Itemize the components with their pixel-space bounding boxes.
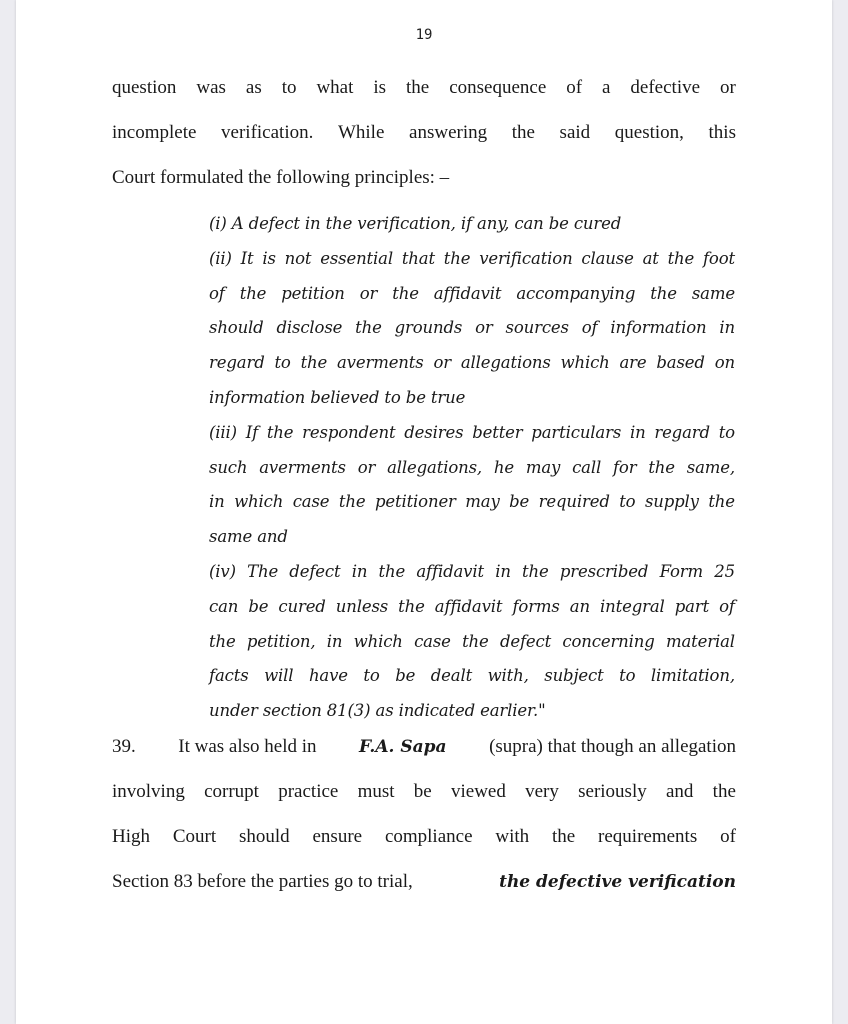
word: which (560, 353, 610, 373)
quote-line (209, 282, 735, 317)
word: such (209, 457, 248, 477)
word: answering (409, 122, 488, 143)
word: on (714, 353, 735, 373)
word: averments (336, 353, 424, 373)
quote-line (209, 351, 735, 386)
word: may (465, 492, 500, 512)
word: Form (659, 561, 703, 581)
word: can (209, 596, 239, 616)
para39-line-2 (112, 781, 736, 826)
word: High (112, 826, 150, 847)
para39-line-4 (112, 871, 736, 916)
word: are (619, 353, 647, 373)
quote-line (209, 421, 735, 456)
para39-text-c: Section 83 before the parties go to trial, (112, 871, 413, 892)
word: not (284, 248, 312, 268)
paragraph-number: 39. (112, 736, 136, 757)
word: dealt (430, 666, 473, 686)
word: defective (630, 77, 701, 98)
word: he (493, 457, 514, 477)
word: this (708, 122, 736, 143)
word: will (264, 666, 294, 686)
word: in (326, 631, 343, 651)
para39-line-1 (112, 736, 736, 781)
quote-line (209, 456, 735, 491)
case-name: F.A. Sapa (359, 737, 447, 757)
intro-line (112, 77, 736, 122)
word: affidavit (416, 561, 484, 581)
word: consequence (449, 77, 547, 98)
word: same (691, 283, 735, 303)
word: particulars (531, 422, 622, 442)
word: the (239, 283, 267, 303)
word: foot (702, 248, 735, 268)
word: sources (505, 318, 569, 338)
word: the (398, 596, 425, 616)
word: affidavit (433, 283, 502, 303)
word: or (359, 283, 378, 303)
word: viewed (450, 781, 506, 802)
word: question, (614, 122, 684, 143)
quote-line (209, 560, 735, 595)
word: in (495, 561, 511, 581)
word: question (112, 77, 177, 98)
word: to (281, 77, 297, 98)
word: ensure (312, 826, 363, 847)
word: the (378, 561, 406, 581)
para39-line-3 (112, 826, 736, 871)
word: was (196, 77, 226, 98)
word: incomplete (112, 122, 197, 143)
word: required (538, 492, 610, 512)
word: cured (278, 596, 326, 616)
quote-line (209, 316, 735, 351)
word: at (642, 248, 659, 268)
word: practice (278, 781, 339, 802)
word: as (245, 77, 262, 98)
quote-line (209, 490, 735, 525)
word: in (209, 492, 225, 512)
word: is (262, 248, 276, 268)
word: of (566, 77, 583, 98)
word: grounds (394, 318, 463, 338)
quote-line: under section 81(3) as indicated earlier." (209, 701, 546, 721)
word: facts (209, 666, 249, 686)
word: of (720, 826, 736, 847)
word: the (462, 631, 489, 651)
word: call (572, 457, 602, 477)
word: based (656, 353, 705, 373)
word: defect (289, 561, 341, 581)
word: in (629, 422, 646, 442)
word: that (401, 248, 435, 268)
page-number: 19 (415, 27, 433, 43)
quote-line (209, 595, 735, 630)
word: defect (499, 631, 552, 651)
word: integral (600, 596, 665, 616)
quote-line (209, 664, 735, 699)
word: be (509, 492, 530, 512)
word: verification. (221, 122, 314, 143)
word: corrupt (204, 781, 259, 802)
word: allegations, (387, 457, 483, 477)
quoted-principles (209, 212, 735, 734)
word: prescribed (559, 561, 649, 581)
word: disclose (276, 318, 343, 338)
word: desires (404, 422, 464, 442)
word: (iv) (209, 561, 236, 581)
word: an (569, 596, 590, 616)
word: in (719, 318, 735, 338)
word: supply (644, 492, 699, 512)
word: to (718, 422, 735, 442)
word: compliance (384, 826, 473, 847)
word: with (495, 826, 530, 847)
word: involving (112, 781, 185, 802)
word: be (413, 781, 432, 802)
word: the (266, 422, 294, 442)
word: (iii) (209, 422, 237, 442)
word: in (351, 561, 368, 581)
word: the (355, 318, 382, 338)
para39-text-a: It was also held in (178, 736, 317, 757)
word: the (667, 248, 695, 268)
word: better (472, 422, 523, 442)
word: be (395, 666, 416, 686)
paragraph-39 (112, 736, 736, 916)
word: the (511, 122, 535, 143)
word: or (720, 77, 736, 98)
word: the (392, 283, 419, 303)
word: very (525, 781, 559, 802)
word: is (373, 77, 387, 98)
intro-line (112, 122, 736, 167)
word: requirements (598, 826, 698, 847)
word: which (234, 492, 284, 512)
word: the (209, 631, 236, 651)
para39-text-b: (supra) that though an allegation (489, 736, 736, 757)
word: should (238, 826, 290, 847)
word: material (665, 631, 735, 651)
word: case (414, 631, 451, 651)
word: of (209, 283, 225, 303)
word: allegations (460, 353, 551, 373)
intro-paragraph (112, 77, 736, 212)
word: the (338, 492, 366, 512)
word: must (357, 781, 395, 802)
word: or (357, 457, 376, 477)
word: (ii) (209, 248, 232, 268)
word: have (308, 666, 348, 686)
quote-line: information believed to be true (209, 387, 466, 407)
word: what (316, 77, 354, 98)
word: to (619, 666, 636, 686)
word: the (650, 283, 677, 303)
intro-line: Court formulated the following principles: – (112, 167, 450, 188)
quote-line: (i) A defect in the verification, if any, can be cured (209, 214, 622, 233)
word: seriously (578, 781, 647, 802)
word: petition, (246, 631, 316, 651)
word: verification (479, 248, 573, 268)
emphasized-text: the defective verification (499, 872, 736, 892)
quote-line: same and (209, 527, 288, 547)
word: the (551, 826, 576, 847)
quote-line (209, 247, 735, 282)
word: the (522, 561, 549, 581)
quote-line (209, 630, 735, 665)
word: of (581, 318, 598, 338)
word: unless (335, 596, 389, 616)
word: or (475, 318, 493, 338)
word: clause (581, 248, 634, 268)
word: of (719, 596, 735, 616)
word: a (602, 77, 611, 98)
word: to (274, 353, 291, 373)
word: the (712, 781, 736, 802)
word: the (406, 77, 430, 98)
word: the (443, 248, 471, 268)
word: and (665, 781, 694, 802)
word: for (612, 457, 637, 477)
document-page (16, 0, 832, 1024)
word: petition (281, 283, 345, 303)
word: Court (172, 826, 217, 847)
word: may (525, 457, 561, 477)
word: to (619, 492, 636, 512)
word: limitation, (650, 666, 735, 686)
word: same, (686, 457, 735, 477)
word: regard (654, 422, 710, 442)
word: 25 (714, 561, 735, 581)
word: respondent (302, 422, 396, 442)
word: affidavit (434, 596, 503, 616)
word: be (248, 596, 269, 616)
word: part (674, 596, 710, 616)
word: to (363, 666, 380, 686)
word: subject (544, 666, 604, 686)
word: with, (487, 666, 529, 686)
word: which (353, 631, 403, 651)
word: It (240, 248, 254, 268)
word: The (247, 561, 279, 581)
word: regard (209, 353, 265, 373)
word: information (610, 318, 707, 338)
word: essential (320, 248, 393, 268)
word: While (337, 122, 385, 143)
word: petitioner (374, 492, 456, 512)
word: the (300, 353, 328, 373)
word: case (292, 492, 330, 512)
word: forms (512, 596, 560, 616)
word: the (648, 457, 675, 477)
word: the (708, 492, 735, 512)
word: should (209, 318, 264, 338)
word: accompanying (516, 283, 636, 303)
word: averments (259, 457, 346, 477)
word: or (433, 353, 451, 373)
word: said (559, 122, 591, 143)
word: concerning (562, 631, 655, 651)
word: If (245, 422, 259, 442)
